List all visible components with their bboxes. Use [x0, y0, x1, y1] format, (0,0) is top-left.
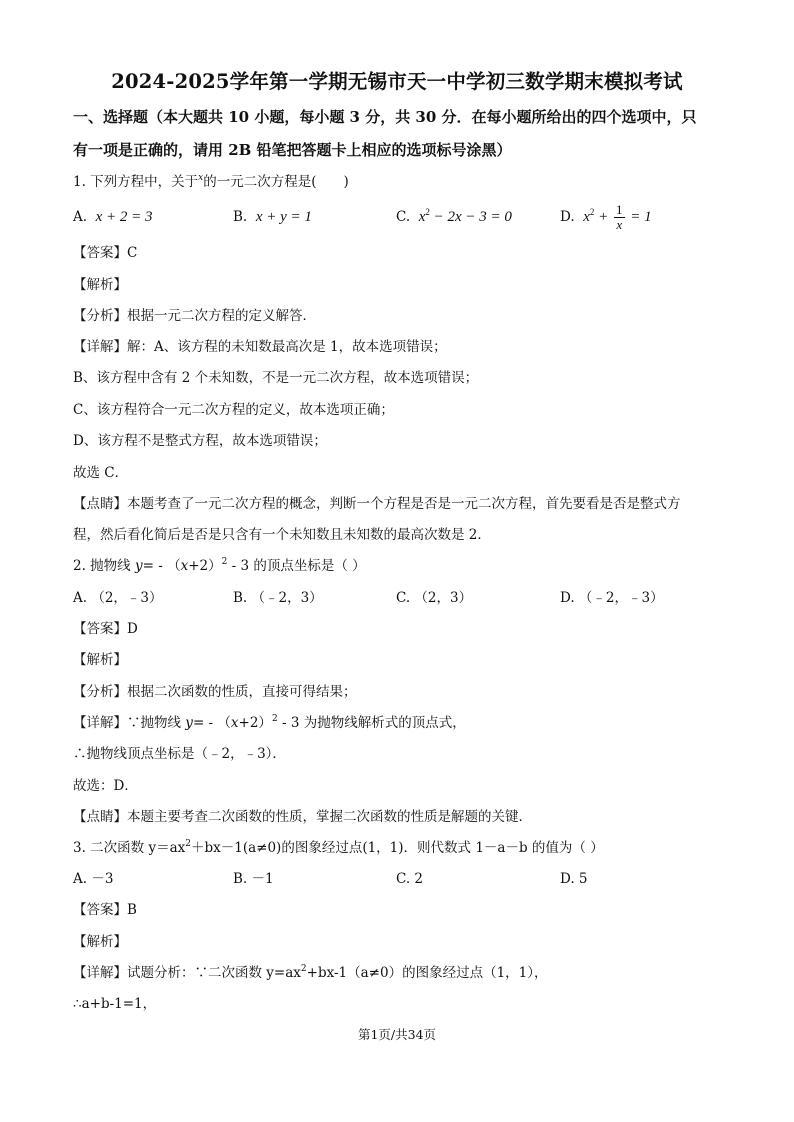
q1-detail-1: 【详解】解：A、该方程的未知数最高次是 1，故本选项错误； — [73, 339, 447, 355]
q3-stem: 3. 二次函数 $y=ax^2+bx-1(a\ne 0)$的图象经过点(1，1)．则代数式 1－a－b 的值为（ ） — [73, 839, 604, 856]
q2-answer: 【答案】D — [73, 621, 138, 637]
q1-option-c: C. $x^2 - 2x - 3 = 0$ — [396, 207, 512, 225]
q3-detail-2: ∴a+b-1=1， — [73, 996, 157, 1012]
q3-option-a: A. －3 — [73, 871, 114, 887]
q1-option-b: B. x + y = 1 — [233, 209, 312, 225]
q2-option-d: D. （﹣2，﹣3） — [560, 590, 664, 606]
q2-detail-2: ∴抛物线顶点坐标是（﹣2，﹣3）． — [73, 746, 286, 762]
q3-analysis: 【解析】 — [73, 934, 127, 950]
q3-detail-1: 【详解】试题分析：∵二次函数 $y=ax^2+bx-1(a\ne 0)$的图象经过点（1，1）， — [73, 964, 548, 981]
q1-stem: 1. 下列方程中，关于$^x$的一元二次方程是( ) — [73, 173, 349, 190]
section-heading-line2: 有一项是正确的，请用 2B 铅笔把答题卡上相应的选项标号涂黑） — [73, 141, 512, 159]
q3-option-c: C. 2 — [396, 871, 424, 887]
q1-analysis: 【解析】 — [73, 277, 127, 293]
page-title: 2024-2025学年第一学期无锡市天一中学初三数学期末模拟考试 — [111, 70, 683, 93]
q2-option-a: A. （2，﹣3） — [73, 590, 163, 606]
q3-answer: 【答案】B — [73, 902, 137, 918]
q1-option-d: D. $x^2$ + $\frac{1}{x}$ = 1 — [560, 202, 652, 233]
q1-detail-3: C、该方程符合一元二次方程的定义，故本选项正确； — [73, 402, 394, 418]
q1-d-fraction: $\frac{1}{x}$ — [616, 202, 623, 233]
q2-dianjing: 【点睛】本题主要考查二次函数的性质，掌握二次函数的性质是解题的关键． — [73, 809, 532, 825]
q1-dianjing-1: 【点睛】本题考查了一元二次方程的概念，判断一个方程是否是一元二次方程，首先要看是否是整式方 — [73, 496, 681, 512]
q1-answer: 【答案】C — [73, 245, 138, 261]
q2-fenxi: 【分析】根据二次函数的性质，直接可得结果； — [73, 684, 357, 700]
q3-option-b: B. －1 — [233, 871, 274, 887]
page-footer: 第1页/共34页 — [357, 1027, 437, 1042]
q1-detail-4: D、该方程不是整式方程，故本选项错误； — [73, 433, 327, 449]
section-heading-line1: 一、选择题（本大题共 10 小题，每小题 3 分，共 30 分．在每小题所给出的四个选项中，只 — [73, 108, 697, 126]
q2-stem: 2. 抛物线 $y= - (x+2)^2 - 3$ 的顶点坐标是（ ） — [73, 557, 366, 574]
q1-fenxi: 【分析】根据一元二次方程的定义解答． — [73, 308, 316, 324]
q2-detail-1: 【详解】∵抛物线 $y= - (x+2)^2 - 3$ 为抛物线解析式的顶点式， — [73, 714, 466, 731]
q3-option-d: D. 5 — [560, 871, 588, 887]
q1-detail-5: 故选 C． — [73, 465, 129, 481]
q1-stem-var: x — [198, 173, 204, 183]
q1-detail-2: B、该方程中含有 2 个未知数，不是一元二次方程，故本选项错误； — [73, 370, 479, 386]
q2-option-c: C. （2，3） — [396, 590, 473, 606]
q2-analysis: 【解析】 — [73, 652, 127, 668]
q2-option-b: B. （﹣2，3） — [233, 590, 323, 606]
q1-dianjing-2: 程，然后看化简后是否是只含有一个未知数且未知数的最高次数是 2． — [73, 527, 491, 543]
q2-detail-3: 故选：D． — [73, 778, 138, 794]
q1-option-a: A. x + 2 = 3 — [73, 209, 153, 225]
